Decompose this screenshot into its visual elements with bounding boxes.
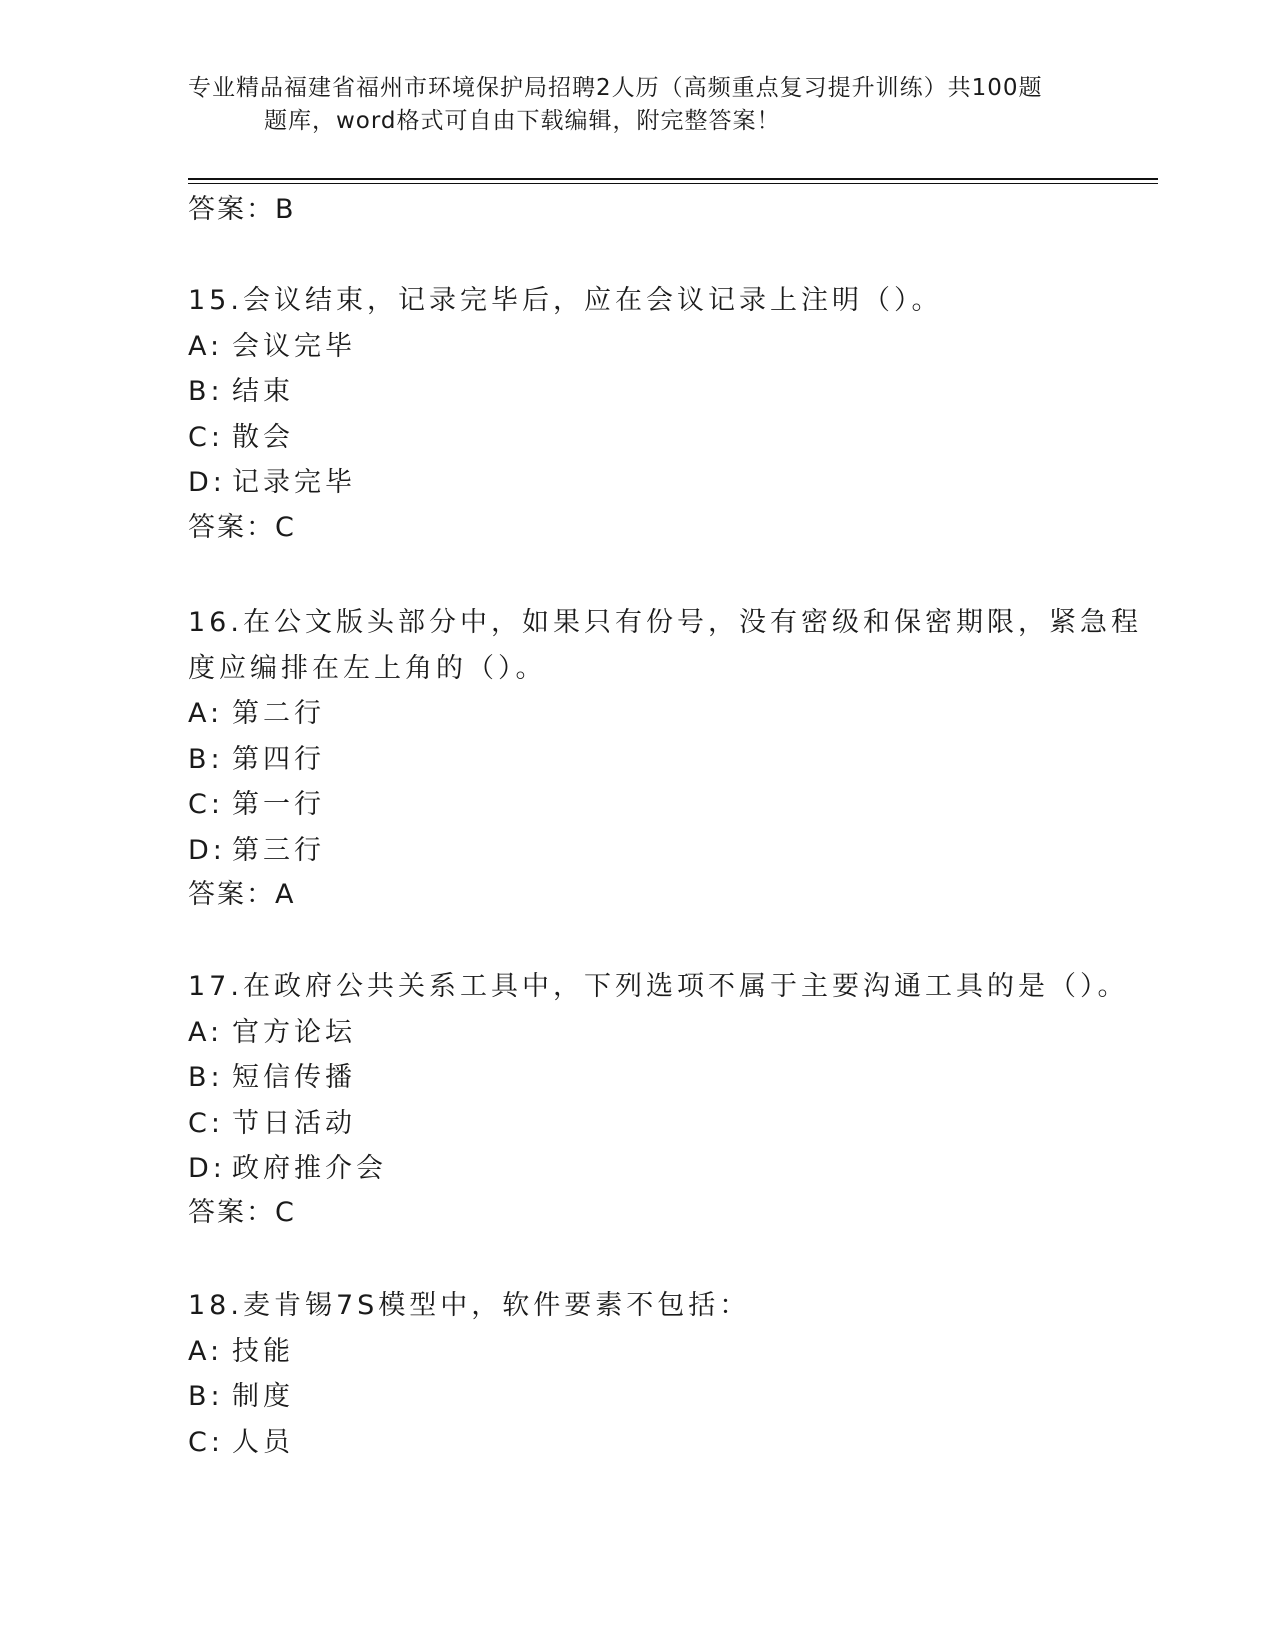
- option-d: D: 第三行: [188, 834, 325, 866]
- question-text: 15.会议结束，记录完毕后，应在会议记录上注明（）。: [188, 285, 943, 316]
- answer-label: 答案：B: [188, 194, 296, 225]
- option-b: B: 短信传播: [188, 1062, 356, 1094]
- option-b: B: 制度: [188, 1381, 294, 1413]
- answer-label: 答案：C: [188, 512, 296, 543]
- question-text: 16.在公文版头部分中，如果只有份号，没有密级和保密期限，紧急程: [188, 607, 1142, 638]
- question-17: [188, 964, 1128, 1192]
- question-text: 17.在政府公共关系工具中，下列选项不属于主要沟通工具的是（）。: [188, 971, 1129, 1002]
- question-text: 18.麦肯锡7S模型中，软件要素不包括：: [188, 1290, 751, 1321]
- option-a: A: 第二行: [188, 698, 325, 730]
- header-title-line: 专业精品福建省福州市环境保护局招聘2人历（高频重点复习提升训练）共100题: [188, 75, 1043, 101]
- question-15: [188, 278, 942, 506]
- option-c: C: 人员: [188, 1426, 294, 1458]
- option-c: C: 散会: [188, 421, 294, 453]
- answer-label: 答案：A: [188, 879, 296, 910]
- document-header: [188, 72, 1188, 138]
- option-d: D: 政府推介会: [188, 1153, 387, 1185]
- option-c: C: 节日活动: [188, 1107, 356, 1139]
- question-text-continued: 度应编排在左上角的（）。: [188, 652, 547, 684]
- question-16: [188, 600, 1142, 874]
- option-a: A: 官方论坛: [188, 1016, 356, 1048]
- header-divider-thin: [188, 183, 1158, 184]
- option-d: D: 记录完毕: [188, 467, 356, 499]
- option-b: B: 第四行: [188, 743, 325, 775]
- header-divider: [188, 178, 1158, 180]
- header-subtitle-line: 题库，word格式可自由下载编辑，附完整答案！: [264, 108, 781, 134]
- option-b: B: 结束: [188, 376, 294, 408]
- option-c: C: 第一行: [188, 789, 325, 821]
- option-a: A: 会议完毕: [188, 330, 356, 362]
- option-a: A: 技能: [188, 1335, 294, 1367]
- question-18: [188, 1283, 750, 1465]
- answer-label: 答案：C: [188, 1197, 296, 1228]
